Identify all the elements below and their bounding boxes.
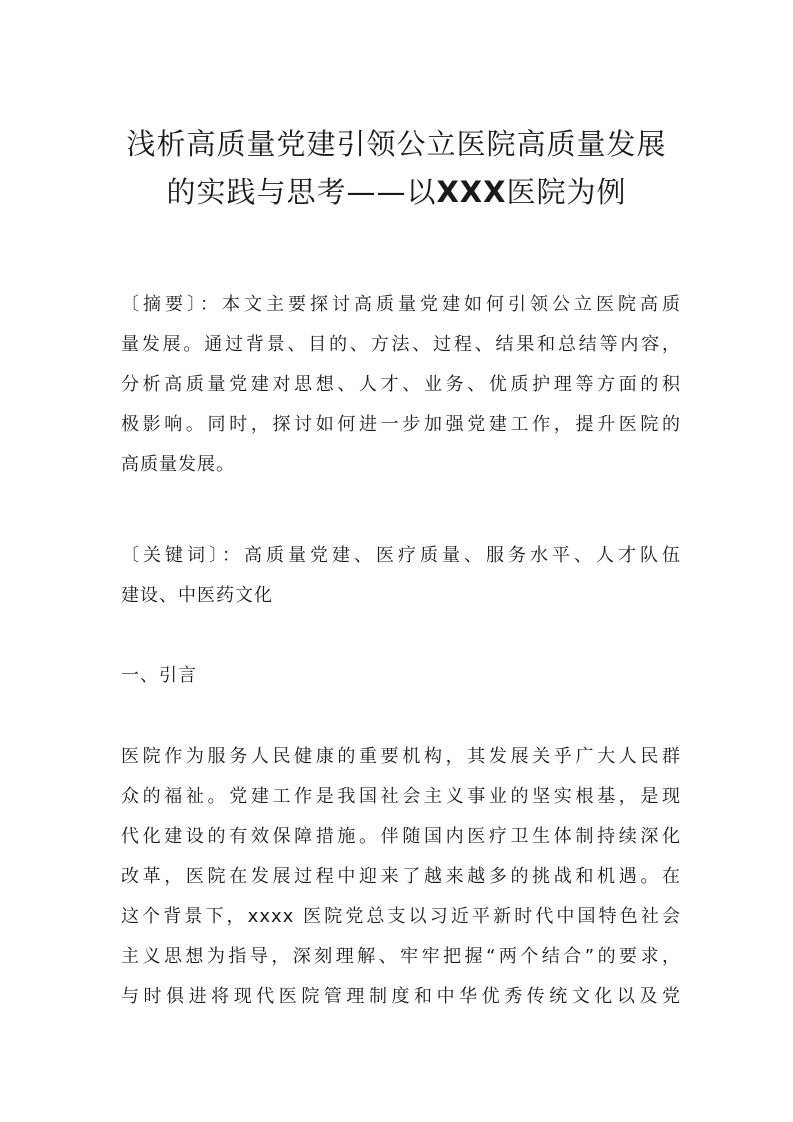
abstract-line: 分析高质量党建对思想、人才、业务、优质护理等方面的积 (121, 374, 681, 395)
abstract-paragraph (121, 285, 681, 485)
section-1-heading (121, 656, 681, 696)
body-line: 这个背景下，xxxx 医院党总支以习近平新时代中国特色社会 (121, 906, 681, 927)
title-line-2-pre: 的实践与思考——以 (166, 175, 437, 209)
body-line: 医院作为服务人民健康的重要机构，其发展关乎广大人民群 (121, 746, 681, 767)
body-line: 众的福祉。党建工作是我国社会主义事业的坚实根基，是现 (121, 786, 681, 807)
section-1-paragraph (121, 737, 681, 1017)
body-line: 改革，医院在发展过程中迎来了越来越多的挑战和机遇。在 (121, 866, 681, 887)
section-heading-text: 一、引言 (121, 665, 197, 686)
abstract-line: 极影响。同时，探讨如何进一步加强党建工作，提升医院的 (121, 414, 681, 435)
abstract-line: 〔摘要〕：本文主要探讨高质量党建如何引领公立医院高质 (121, 294, 681, 315)
title-line-2 (100, 168, 693, 216)
keywords-paragraph (121, 536, 681, 616)
body-line: 主义思想为指导，深刻理解、牢牢把握“两个结合”的要求， (121, 946, 681, 967)
body-line: 代化建设的有效保障措施。伴随国内医疗卫生体制持续深化 (121, 826, 681, 847)
title-line-1: 浅析高质量党建引领公立医院高质量发展 (126, 127, 667, 161)
title-line-2-bold: XXX (436, 175, 507, 209)
keywords-line: 〔关键词〕：高质量党建、医疗质量、服务水平、人才队伍 (121, 545, 681, 566)
abstract-line: 量发展。通过背景、目的、方法、过程、结果和总结等内容， (121, 334, 681, 355)
document-title (100, 120, 693, 216)
title-line-2-post: 医院为例 (506, 175, 627, 209)
abstract-line: 高质量发展。 (121, 454, 235, 475)
keywords-line: 建设、中医药文化 (121, 585, 273, 606)
body-line: 与时俱进将现代医院管理制度和中华优秀传统文化以及党 (121, 986, 681, 1007)
